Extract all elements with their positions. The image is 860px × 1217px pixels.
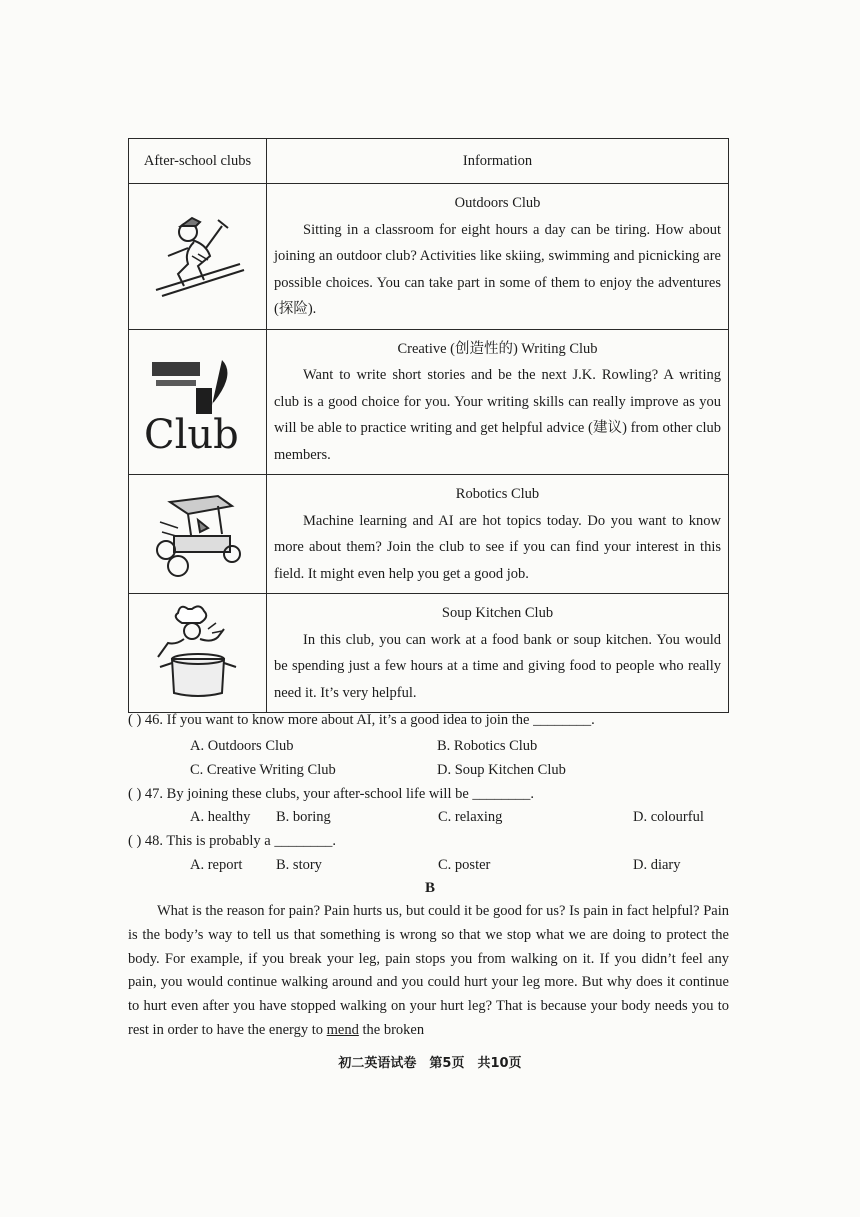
- outdoors-image-cell: [129, 184, 267, 330]
- soup-info: [267, 594, 729, 713]
- section-b-heading: B: [424, 880, 435, 896]
- question-48-option-b: B. story: [276, 857, 322, 873]
- question-48-option-c: C. poster: [438, 857, 491, 873]
- question-47-stem: ( ) 47. By joining these clubs, your after-school life will be ________.: [128, 786, 535, 802]
- club-text-writing: Want to write short stories and be the next J.K. Rowling? A writing club is a good choice for you. Your writing skills can really improve as you will be able to practice writing and get helpful advice (建议) from other club members.: [274, 367, 721, 463]
- table-row: [129, 329, 729, 475]
- robotics-info: [267, 475, 729, 594]
- header-information: Information: [267, 139, 729, 184]
- writing-image-cell: [129, 329, 267, 475]
- table-row: [129, 594, 729, 713]
- soup-image-cell: [129, 594, 267, 713]
- club-logo-word: Club: [143, 412, 239, 455]
- passage-text: What is the reason for pain? Pain hurts us, but could it be good for us? Is pain in fact helpful? Pain is the body’s way to tell us that something is wrong so that we stop what we are doing to protect the body. For example, if you break your leg, pain stops you from walking on it. If you didn’t feel any pain, you would continue walking around and you could hurt your leg more. But why does it continue to hurt even after you have stopped walking on your hurt leg? That is because your body needs you to rest in order to have the energy to: [128, 903, 729, 1038]
- club-logo: [138, 344, 258, 454]
- club-text-robotics: Machine learning and AI are hot topics today. Do you want to know more about them? Join the club to see if you can find your interest in this field. It might even help you get a good job.: [274, 512, 721, 582]
- club-text-soup: In this club, you can work at a food bank or soup kitchen. You would be spending just a few hours at a time and giving food to people who really need it. It’s very helpful.: [274, 631, 721, 701]
- question-46-option-c: C. Creative Writing Club: [190, 762, 336, 778]
- question-47-option-b: B. boring: [276, 809, 331, 825]
- question-46-stem: ( ) 46. If you want to know more about AI, it’s a good idea to join the ________.: [128, 712, 595, 728]
- club-title-writing: Creative (创造性的) Writing Club: [397, 340, 598, 357]
- passage-text-end: the broken: [362, 1021, 425, 1038]
- club-title-outdoors: Outdoors Club: [454, 195, 541, 211]
- robot-icon: [148, 482, 248, 582]
- chef-icon: [148, 601, 248, 701]
- clubs-table: [128, 138, 729, 713]
- underlined-word: mend: [326, 1021, 359, 1038]
- page-footer: 初二英语试卷 第5页 共10页: [338, 1056, 522, 1071]
- table-row: [129, 475, 729, 594]
- club-text-outdoors: Sitting in a classroom for eight hours a day can be tiring. How about joining an outdoor club? Activities like skiing, swimming and picnicking are possible choices. You can take part in some of them to enjoy the adventures (探险).: [274, 221, 721, 317]
- robotics-image-cell: [129, 475, 267, 594]
- table-row: [129, 184, 729, 330]
- question-46-option-a: A. Outdoors Club: [190, 738, 294, 754]
- question-47-option-d: D. colourful: [633, 809, 704, 825]
- header-clubs: After-school clubs: [129, 139, 267, 184]
- question-48-option-a: A. report: [190, 857, 243, 873]
- passage-b: [128, 900, 729, 1043]
- question-47-option-a: A. healthy: [190, 809, 251, 825]
- question-48-stem: ( ) 48. This is probably a ________.: [128, 833, 336, 849]
- skier-icon: [148, 204, 248, 304]
- club-title-soup: Soup Kitchen Club: [441, 605, 554, 621]
- table-header-row: [129, 139, 729, 184]
- outdoors-info: [267, 184, 729, 330]
- writing-info: [267, 329, 729, 475]
- question-46-option-b: B. Robotics Club: [437, 738, 538, 754]
- question-47-option-c: C. relaxing: [438, 809, 503, 825]
- question-46-option-d: D. Soup Kitchen Club: [437, 762, 566, 778]
- question-48-option-d: D. diary: [633, 857, 681, 873]
- club-title-robotics: Robotics Club: [455, 486, 540, 502]
